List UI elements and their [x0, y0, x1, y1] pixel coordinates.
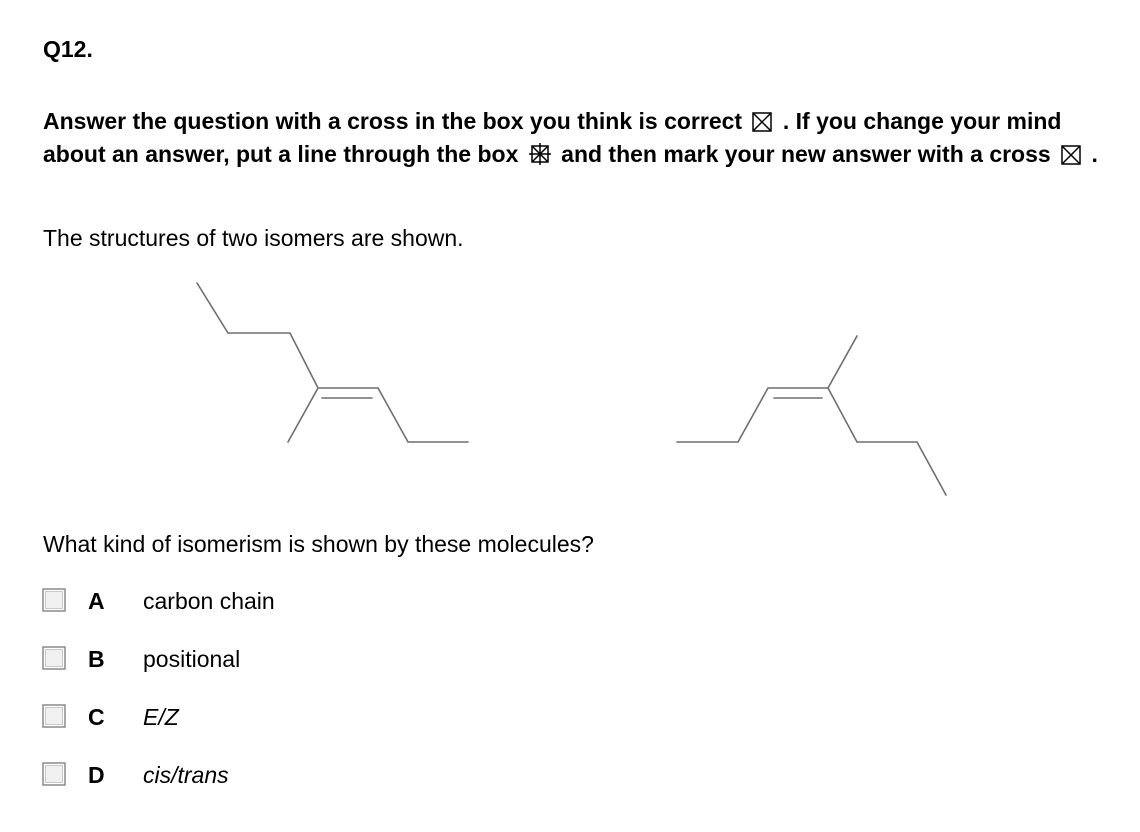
checkbox-icon[interactable] [42, 588, 66, 612]
struck-crossed-box-icon [529, 142, 551, 172]
option-text: E/Z [143, 704, 179, 730]
checkbox-icon[interactable] [42, 762, 66, 786]
instructions-part3: and then mark your new answer with a cross [561, 141, 1051, 167]
option-a[interactable] [42, 588, 442, 616]
crossed-box-icon [1061, 142, 1081, 172]
option-c[interactable] [42, 704, 442, 732]
option-letter: B [88, 646, 105, 672]
instructions [43, 106, 1103, 172]
isomer-structures [0, 270, 1140, 510]
instructions-part2: . If you change your mind about an answer, put a line through the box [43, 108, 1062, 167]
option-text: positional [143, 646, 241, 672]
question-text: What kind of isomerism is shown by these molecules? [43, 531, 594, 557]
instructions-part1: Answer the question with a cross in the box you think is correct [43, 108, 743, 134]
isomer-left [197, 283, 468, 442]
question-number: Q12. [43, 36, 93, 62]
option-text: carbon chain [143, 588, 275, 614]
option-letter: D [88, 762, 105, 788]
checkbox-icon[interactable] [42, 704, 66, 728]
option-b[interactable] [42, 646, 442, 674]
option-letter: A [88, 588, 105, 614]
instructions-part4: . [1091, 141, 1098, 167]
isomer-right [677, 336, 946, 495]
checkbox-icon[interactable] [42, 646, 66, 670]
crossed-box-icon [752, 109, 772, 139]
option-d[interactable] [42, 762, 442, 790]
option-letter: C [88, 704, 105, 730]
option-text: cis/trans [143, 762, 229, 788]
intro-text: The structures of two isomers are shown. [43, 225, 464, 251]
